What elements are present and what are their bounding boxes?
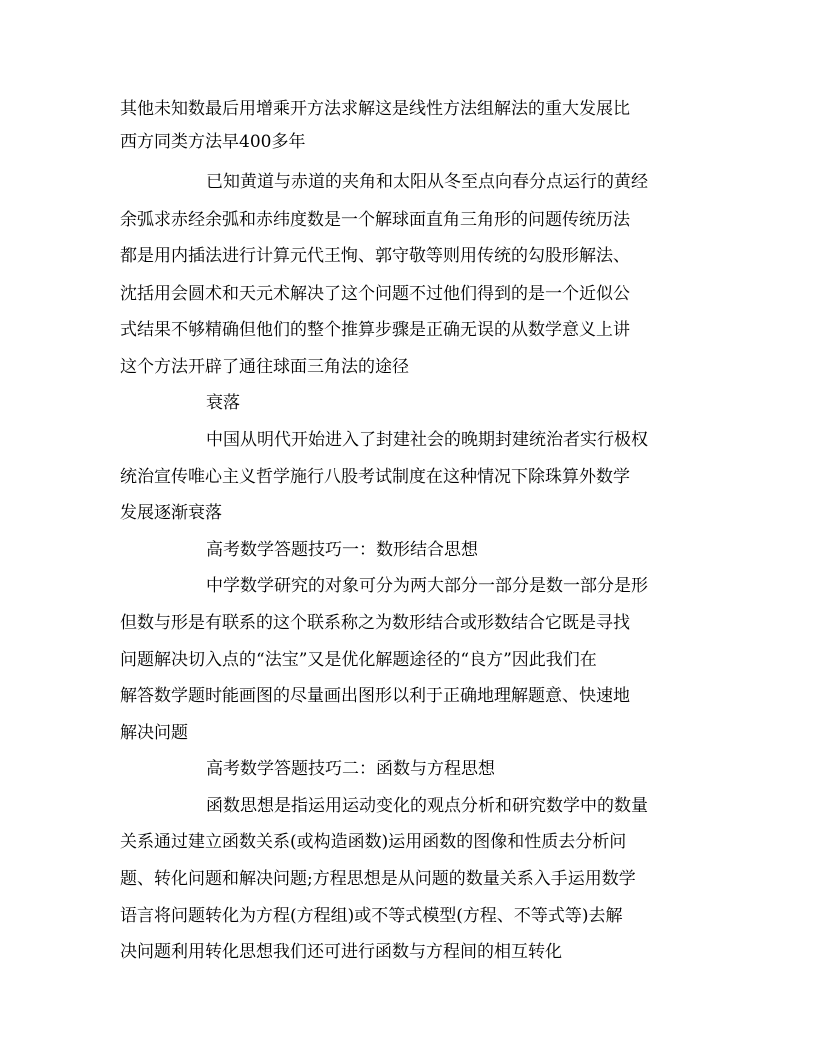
text-line: 问题解决切入点的“法宝”又是优化解题途径的“良方”因此我们在 — [120, 650, 597, 670]
text-line: 余弧求赤经余弧和赤纬度数是一个解球面直角三角形的问题传统历法 — [120, 210, 630, 230]
text-line: 发展逐渐衰落 — [120, 503, 222, 523]
text-line: 沈括用会圆术和天元术解决了这个问题不过他们得到的是一个近似公 — [120, 284, 630, 304]
text-line: 题、转化问题和解决问题;方程思想是从问题的数量关系入手运用数学 — [120, 869, 636, 889]
text-line: 语言将问题转化为方程(方程组)或不等式模型(方程、不等式等)去解 — [120, 906, 623, 926]
text-line: 这个方法开辟了通往球面三角法的途径 — [120, 357, 409, 377]
section-heading: 高考数学答题技巧二：函数与方程思想 — [206, 759, 495, 779]
text-line: 解答数学题时能画图的尽量画出图形以利于正确地理解题意、快速地 — [120, 686, 630, 706]
section-heading: 高考数学答题技巧一：数形结合思想 — [206, 540, 478, 560]
text-line: 都是用内插法进行计算元代王恂、郭守敬等则用传统的勾股形解法、 — [120, 246, 630, 266]
text-line: 决问题利用转化思想我们还可进行函数与方程间的相互转化 — [120, 942, 562, 962]
text-line: 西方同类方法早400多年 — [120, 132, 306, 152]
text-line: 解决问题 — [120, 723, 188, 743]
paragraph-start: 函数思想是指运用运动变化的观点分析和研究数学中的数量 — [206, 796, 648, 816]
text-line: 但数与形是有联系的这个联系称之为数形结合或形数结合它既是寻找 — [120, 613, 630, 633]
text-line: 式结果不够精确但他们的整个推算步骤是正确无误的从数学意义上讲 — [120, 320, 630, 340]
paragraph-start: 已知黄道与赤道的夹角和太阳从冬至点向春分点运行的黄经 — [206, 172, 648, 192]
text-line: 关系通过建立函数关系(或构造函数)运用函数的图像和性质去分析问 — [120, 832, 627, 852]
section-heading: 衰落 — [206, 393, 240, 413]
text-line: 其他未知数最后用增乘开方法求解这是线性方法组解法的重大发展比 — [120, 99, 630, 119]
text-line: 统治宣传唯心主义哲学施行八股考试制度在这种情况下除珠算外数学 — [120, 467, 630, 487]
paragraph-start: 中国从明代开始进入了封建社会的晚期封建统治者实行极权 — [206, 430, 648, 450]
paragraph-start: 中学数学研究的对象可分为两大部分一部分是数一部分是形 — [206, 576, 648, 596]
